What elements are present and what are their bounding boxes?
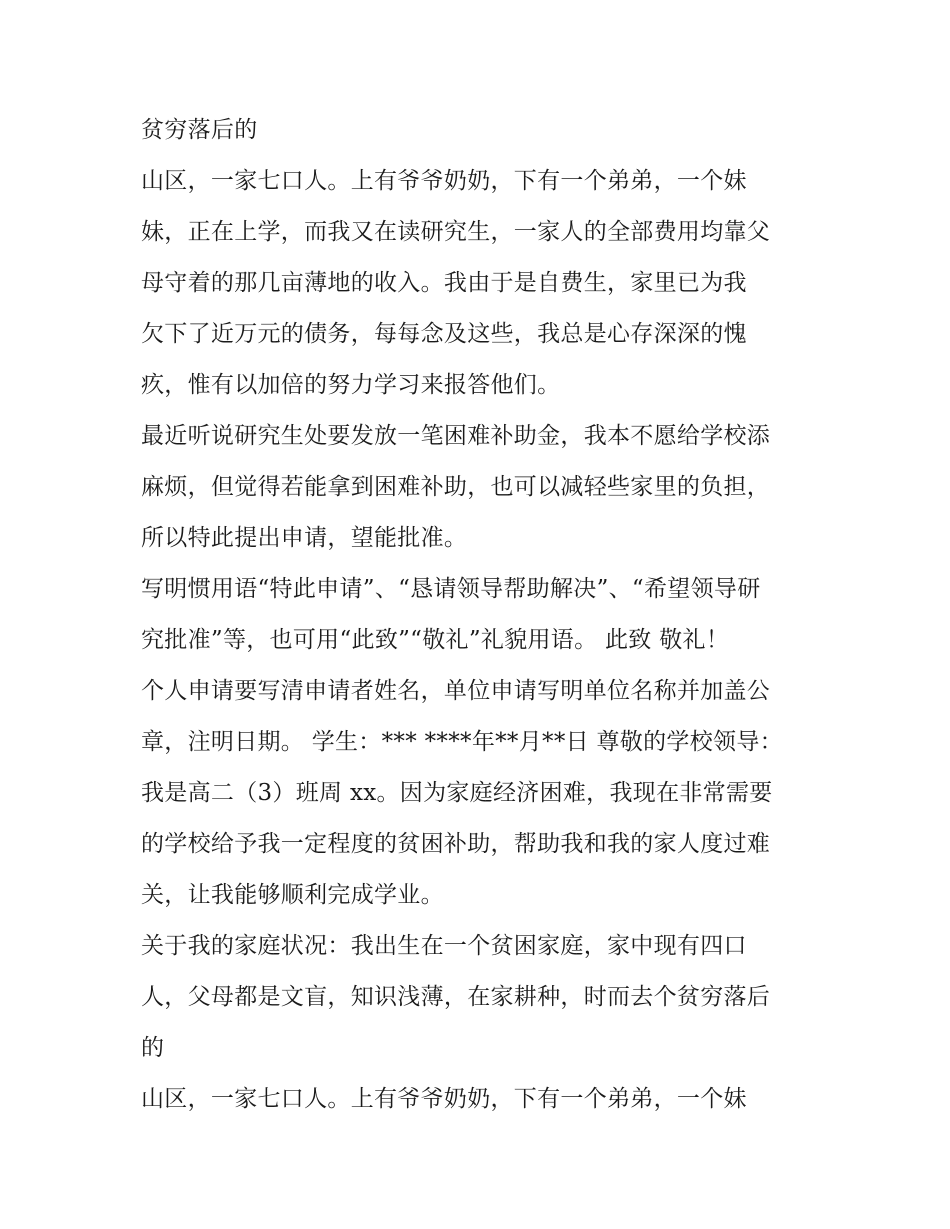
text-line: 我是高二（3）班周 xx。因为家庭经济困难，我现在非常需要: [141, 780, 773, 806]
text-line: 妹，正在上学，而我又在读研究生，一家人的全部费用均靠父: [141, 219, 771, 245]
text-line: 写明惯用语“特此申请”、“恳请领导帮助解决”、“希望领导研: [141, 576, 761, 602]
text-line: 关于我的家庭状况：我出生在一个贫困家庭，家中现有四口: [141, 933, 747, 959]
text-line: 山区，一家七口人。上有爷爷奶奶，下有一个弟弟，一个妹: [141, 1086, 747, 1112]
text-line: 的学校给予我一定程度的贫困补助，帮助我和我的家人度过难: [141, 831, 771, 857]
text-line: 个人申请要写清申请者姓名，单位申请写明单位名称并加盖公: [141, 678, 771, 704]
text-line: 欠下了近万元的债务，每每念及这些，我总是心存深深的愧: [141, 321, 747, 347]
text-line: 疚，惟有以加倍的努力学习来报答他们。: [141, 372, 561, 398]
text-line: 的: [141, 1035, 165, 1061]
text-line: 关，让我能够顺利完成学业。: [141, 882, 444, 908]
text-line: 最近听说研究生处要发放一笔困难补助金，我本不愿给学校添: [141, 423, 771, 449]
text-line: 章，注明日期。 学生：*** ****年**月**日 尊敬的学校领导：: [141, 729, 783, 755]
text-line: 所以特此提出申请，望能批准。: [141, 525, 468, 551]
text-line: 母守着的那几亩薄地的收入。我由于是自费生，家里已为我: [141, 270, 747, 296]
text-line: 麻烦，但觉得若能拿到困难补助，也可以减轻些家里的负担，: [141, 474, 771, 500]
text-line: 山区，一家七口人。上有爷爷奶奶，下有一个弟弟，一个妹: [141, 168, 747, 194]
text-line: 人，父母都是文盲，知识浅薄，在家耕种，时而去个贫穷落后: [141, 984, 771, 1010]
text-line: 贫穷落后的: [141, 117, 258, 143]
text-line: 究批准”等，也可用“此致”“敬礼”礼貌用语。 此致 敬礼！: [141, 627, 730, 653]
